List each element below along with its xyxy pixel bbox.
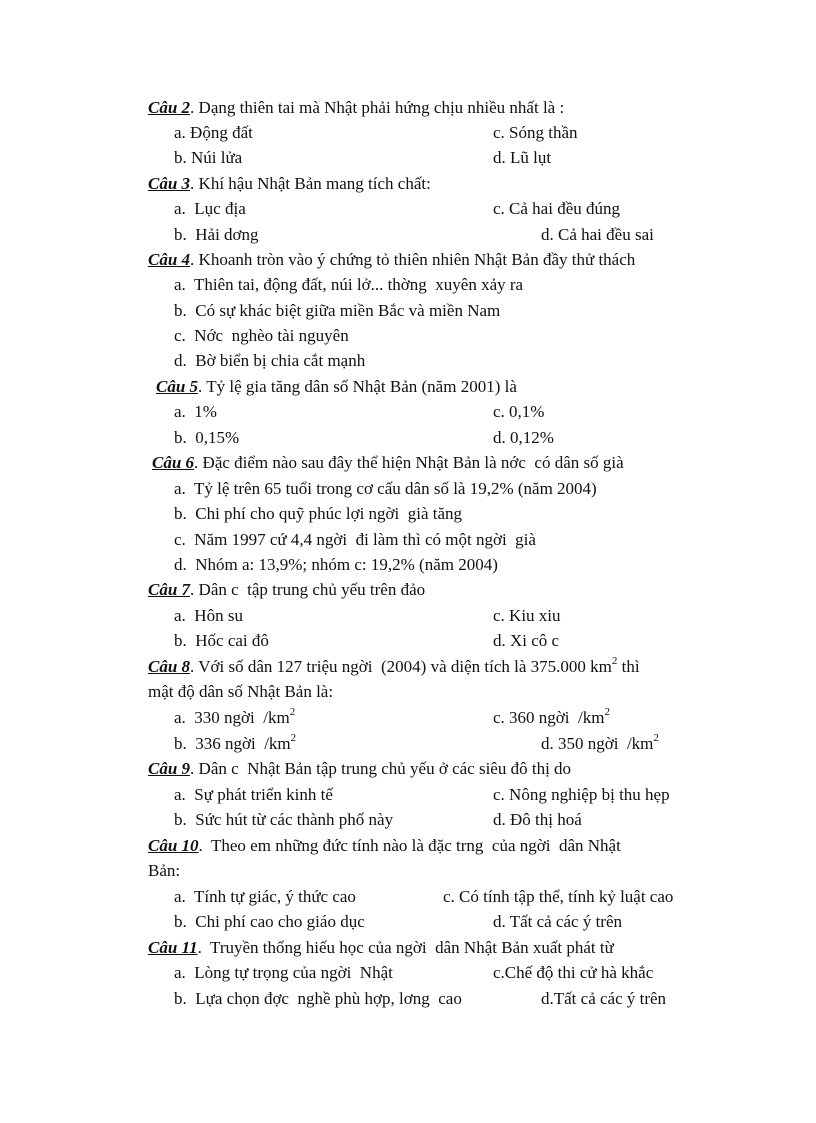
option-a: a. Tỷ lệ trên 65 tuổi trong cơ cấu dân số là 19,2% (năm 2004) (174, 479, 597, 498)
question-2 (148, 97, 564, 119)
option-d: d. Lũ lụt (493, 148, 552, 167)
option-c: c. 0,1% (493, 402, 545, 421)
option-c: c. Sóng thần (493, 123, 578, 142)
question-text: . Dân c Nhật Bản tập trung chủ yếu ở các siêu đô thị do (190, 759, 572, 778)
option-b: b. Có sự khác biệt giữa miền Bắc và miền Nam (174, 301, 501, 320)
option-text: b. 336 ngời /km (174, 734, 291, 753)
question-text: . Truyền thống hiếu học của ngời dân Nhật Bản xuất phát từ (197, 938, 614, 957)
option-b: b. Hải dơng (174, 225, 259, 244)
superscript: 2 (290, 732, 297, 745)
option-c: c.Chế độ thi cử hà khắc (493, 963, 654, 982)
question-label: Câu 7 (148, 580, 191, 599)
question-text: . Dân c tập trung chủ yếu trên đảo (190, 580, 426, 599)
question-text: . Tỷ lệ gia tăng dân số Nhật Bản (năm 2001) là (198, 377, 517, 396)
option-d: d. Đô thị hoá (493, 810, 582, 829)
option-d (541, 733, 659, 755)
option-d: d. 0,12% (493, 428, 554, 447)
question-10-line2: Bản: (148, 861, 181, 880)
option-text: c. 360 ngời /km (493, 708, 605, 727)
option-a: a. Lục địa (174, 199, 246, 218)
option-a: a. Động đất (174, 123, 253, 142)
option-text: a. 330 ngời /km (174, 708, 290, 727)
question-label: Câu 4 (148, 250, 191, 269)
question-text: . Đặc điểm nào sau đây thể hiện Nhật Bản là nớc có dân số già (194, 453, 624, 472)
option-a (174, 707, 295, 729)
option-b: b. Chi phí cho quỹ phúc lợi ngời già tăng (174, 504, 463, 523)
question-label: Câu 6 (152, 453, 195, 472)
question-label: Câu 10 (148, 836, 199, 855)
question-6 (152, 452, 624, 474)
option-c: c. Cả hai đều đúng (493, 199, 620, 218)
question-label: Câu 5 (156, 377, 199, 396)
question-label: Câu 9 (148, 759, 191, 778)
option-b: b. Sức hút từ các thành phố này (174, 810, 394, 829)
question-9 (148, 758, 571, 780)
option-b: b. Hốc cai đô (174, 631, 269, 650)
option-a: a. Sự phát triển kinh tế (174, 785, 333, 804)
option-a: a. Lòng tự trọng của ngời Nhật (174, 963, 393, 982)
superscript: 2 (653, 732, 659, 745)
option-c: c. Năm 1997 cứ 4,4 ngời đi làm thì có một ngời già (174, 530, 536, 549)
question-label: Câu 11 (148, 938, 198, 957)
option-c: c. Kiu xiu (493, 606, 561, 625)
option-a: a. Hôn su (174, 606, 243, 625)
question-text: . Dạng thiên tai mà Nhật phải hứng chịu nhiều nhất là : (190, 98, 565, 117)
question-text: . Khoanh tròn vào ý chứng tỏ thiên nhiên Nhật Bản đầy thử thách (190, 250, 636, 269)
question-10 (148, 835, 621, 857)
question-text: . Khí hậu Nhật Bản mang tích chất: (190, 174, 431, 193)
question-11 (148, 937, 614, 959)
superscript: 2 (289, 706, 296, 719)
question-8-line2: mật độ dân số Nhật Bản là: (148, 682, 334, 701)
option-text: d. 350 ngời /km (541, 734, 654, 753)
question-5 (156, 376, 517, 398)
question-4 (148, 249, 635, 271)
option-c: c. Nông nghiệp bị thu hẹp (493, 785, 670, 804)
question-7 (148, 579, 425, 601)
option-b: b. Lựa chọn đợc nghề phù hợp, lơng cao (174, 989, 462, 1008)
option-b (174, 733, 296, 755)
question-label: Câu 3 (148, 174, 191, 193)
question-text: . Theo em những đức tính nào là đặc trng của ngời dân Nhật (198, 836, 621, 855)
option-c: c. Nớc nghèo tài nguyên (174, 326, 349, 345)
option-d: d. Bờ biển bị chia cắt mạnh (174, 351, 366, 370)
option-d: d. Nhóm a: 13,9%; nhóm c: 19,2% (năm 2004) (174, 555, 498, 574)
option-b: b. Chi phí cao cho giáo dục (174, 912, 365, 931)
question-text-tail: thì (617, 657, 640, 676)
option-d: d. Xi cô c (493, 631, 560, 650)
option-b: b. 0,15% (174, 428, 240, 447)
option-d: d.Tất cả các ý trên (541, 989, 667, 1008)
option-a: a. Tính tự giác, ý thức cao (174, 887, 356, 906)
question-8 (148, 656, 640, 678)
option-c (493, 707, 610, 729)
question-3 (148, 173, 431, 195)
superscript: 2 (611, 655, 618, 668)
option-d: d. Cả hai đều sai (541, 225, 654, 244)
option-a: a. Thiên tai, động đất, núi lở... thờng xuyên xảy ra (174, 275, 524, 294)
question-label: Câu 8 (148, 657, 191, 676)
option-c: c. Có tính tập thể, tính kỷ luật cao (443, 887, 674, 906)
question-label: Câu 2 (148, 98, 191, 117)
superscript: 2 (604, 706, 610, 719)
question-text: . Với số dân 127 triệu ngời (2004) và diện tích là 375.000 km (190, 657, 612, 676)
option-b: b. Núi lửa (174, 148, 243, 167)
option-d: d. Tất cả các ý trên (493, 912, 623, 931)
option-a: a. 1% (174, 402, 217, 421)
